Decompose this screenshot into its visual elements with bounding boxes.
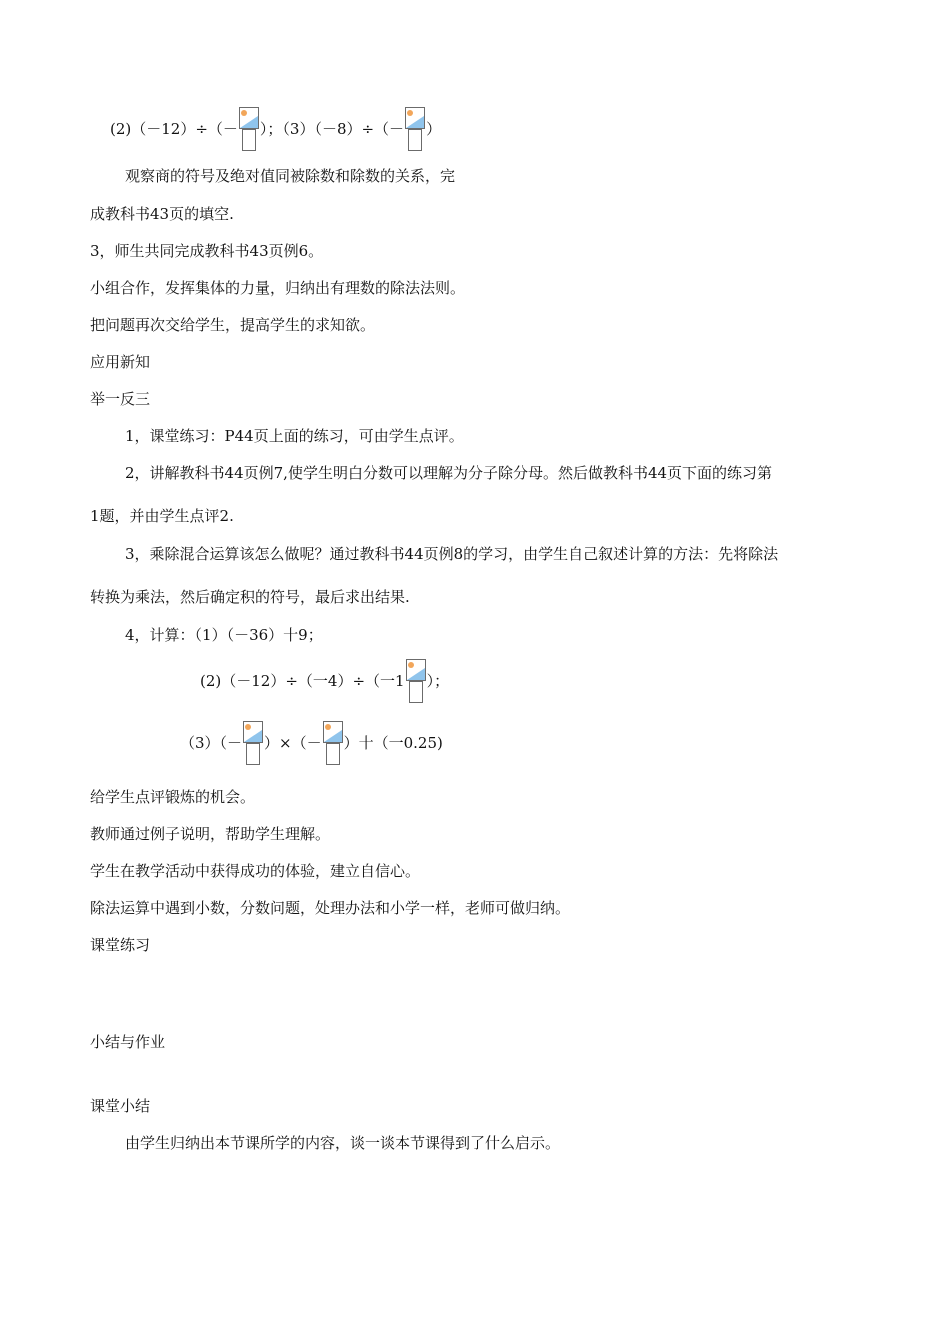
paragraph: 3，师生共同完成教科书43页例6。 (90, 242, 324, 260)
expr-part: ）十（一0.25) (343, 734, 443, 752)
paragraph: 3，乘除混合运算该怎么做呢？通过教科书44页例8的学习，由学生自己叙述计算的方法：先将除法 (125, 545, 779, 563)
paragraph: 成教科书43页的填空. (90, 205, 234, 223)
section-heading: 课堂练习 (90, 936, 151, 954)
fraction-image-icon (406, 659, 426, 703)
paragraph: 1题，并由学生点评2. (90, 507, 234, 525)
paragraph: 除法运算中遇到小数，分数问题，处理办法和小学一样，老师可做归纳。 (90, 899, 571, 917)
paragraph: 4，计算：（1）（－36）十9； (125, 626, 323, 644)
expr-part: ） (426, 120, 442, 138)
section-heading: 应用新知 (90, 353, 151, 371)
section-heading: 举一反三 (90, 390, 151, 408)
paragraph: 学生在教学活动中获得成功的体验，建立自信心。 (90, 862, 421, 880)
expr-part: ）； (426, 672, 450, 690)
expression-line-2-3 (110, 107, 441, 151)
paragraph: 由学生归纳出本节课所学的内容，谈一谈本节课得到了什么启示。 (125, 1134, 561, 1152)
expression-line-2 (200, 659, 449, 703)
paragraph: 给学生点评锻炼的机会。 (90, 788, 256, 806)
paragraph: 小组合作，发挥集体的力量，归纳出有理数的除法法则。 (90, 279, 466, 297)
fraction-image-icon (239, 107, 259, 151)
fraction-image-icon (405, 107, 425, 151)
paragraph: 观察商的符号及绝对值同被除数和除数的关系，完 (125, 167, 456, 185)
expression-line-3 (180, 721, 443, 765)
expr-part: （3）（－ (180, 734, 243, 752)
paragraph: 2，讲解教科书44页例7,使学生明白分数可以理解为分子除分母。然后做教科书44页下面的练习第 (125, 464, 773, 482)
section-heading: 小结与作业 (90, 1033, 166, 1051)
expr-part: ）；（3）（－8）÷（－ (259, 120, 405, 138)
paragraph: 把问题再次交给学生，提高学生的求知欲。 (90, 316, 376, 334)
section-heading: 课堂小结 (90, 1097, 151, 1115)
fraction-image-icon (323, 721, 343, 765)
paragraph: 教师通过例子说明，帮助学生理解。 (90, 825, 331, 843)
expr-part: (2)（－12）÷（－ (110, 120, 238, 138)
expr-part: (2)（－12）÷（一4）÷（一1 (200, 672, 405, 690)
fraction-image-icon (243, 721, 263, 765)
paragraph: 转换为乘法，然后确定积的符号，最后求出结果. (90, 588, 410, 606)
paragraph: 1，课堂练习：P44页上面的练习，可由学生点评。 (125, 427, 464, 445)
expr-part: ）×（－ (264, 734, 322, 752)
